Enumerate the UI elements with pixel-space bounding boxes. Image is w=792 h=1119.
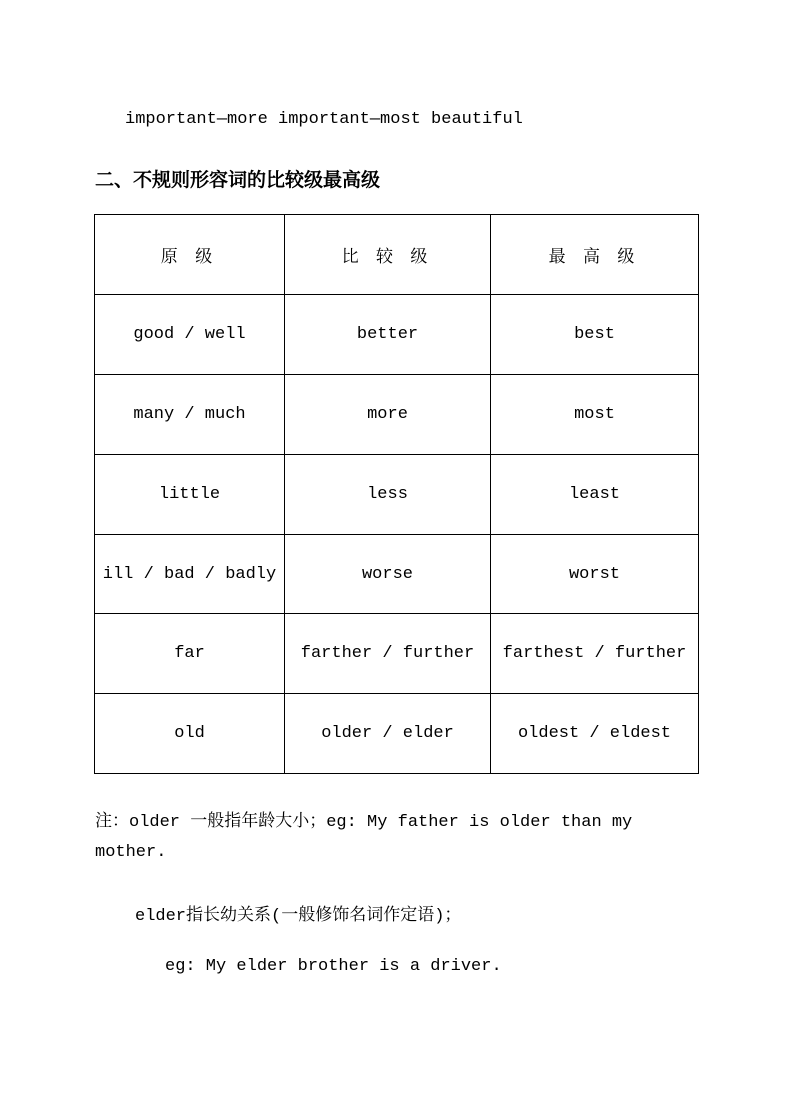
note-older-continued: mother. [95,843,167,862]
intro-line: important—more important—most beautiful [125,110,523,129]
note-elder-example: eg: My elder brother is a driver. [165,957,502,976]
cell-positive: many / much [95,375,285,455]
header-comparative: 比 较 级 [285,215,491,295]
table-row [95,694,699,774]
table-row [95,455,699,535]
section-heading: 二、不规则形容词的比较级最高级 [95,169,381,191]
table-row [95,614,699,694]
cell-positive: little [95,455,285,535]
cell-comparative: older / elder [285,694,491,774]
table-header-row [95,215,699,295]
cell-positive: ill / bad / badly [95,535,285,614]
note-older: 注：older 一般指年龄大小；eg: My father is older than my [95,813,633,832]
table-row [95,295,699,375]
irregular-adjectives-table [94,214,699,774]
cell-superlative: oldest / eldest [491,694,699,774]
cell-superlative: best [491,295,699,375]
cell-comparative: worse [285,535,491,614]
cell-comparative: less [285,455,491,535]
cell-positive: good / well [95,295,285,375]
cell-comparative: farther / further [285,614,491,694]
header-positive: 原 级 [95,215,285,295]
cell-superlative: farthest / further [491,614,699,694]
cell-positive: old [95,694,285,774]
cell-comparative: better [285,295,491,375]
cell-superlative: worst [491,535,699,614]
cell-superlative: least [491,455,699,535]
cell-superlative: most [491,375,699,455]
header-superlative: 最 高 级 [491,215,699,295]
cell-positive: far [95,614,285,694]
note-elder: elder指长幼关系(一般修饰名词作定语)； [135,907,462,926]
cell-comparative: more [285,375,491,455]
table-row [95,535,699,614]
table-row [95,375,699,455]
